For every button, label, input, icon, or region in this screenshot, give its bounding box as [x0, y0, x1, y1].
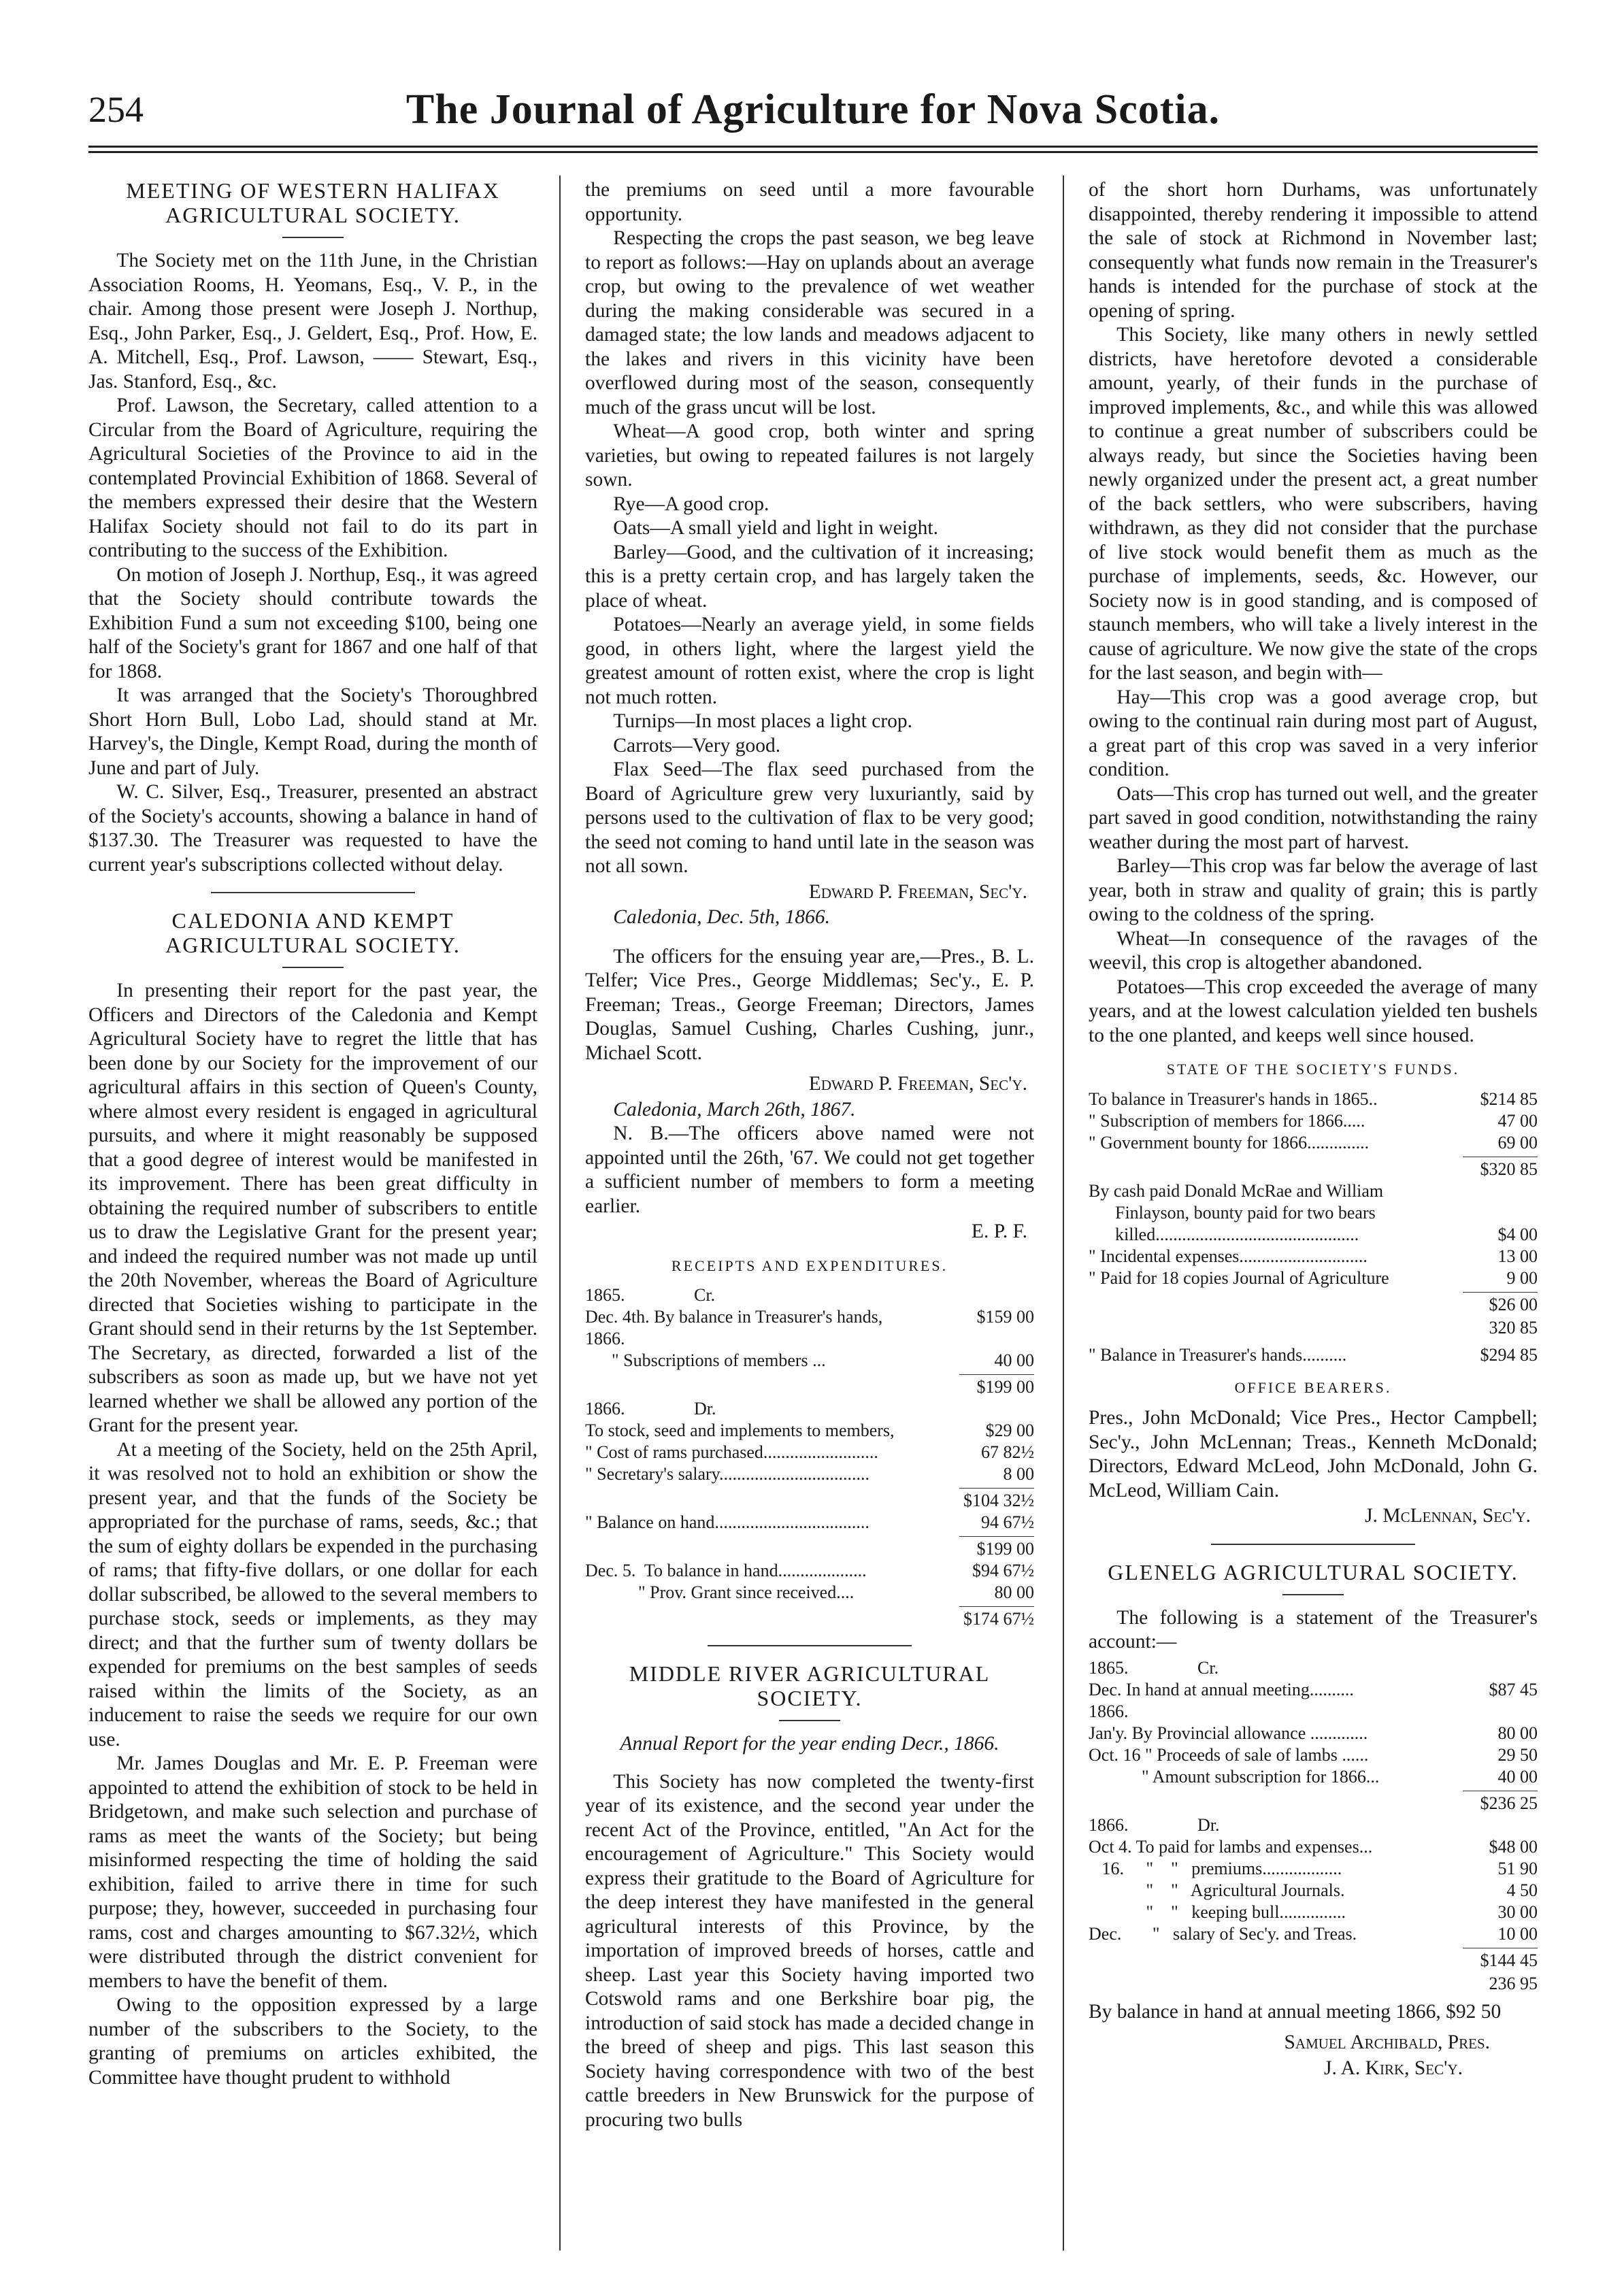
account-line-amount: 67 82½ — [981, 1442, 1034, 1462]
paragraph: It was arranged that the Society's Thoroughbred Short Horn Bull, Lobo Lad, should stand at Mr. Harvey's, the Dingle, Kempt Road, during the month of June and part of July. — [88, 684, 537, 779]
article-heading-western-halifax: MEETING OF WESTERN HALIFAX AGRICULTURAL SOCIETY. — [126, 178, 500, 227]
account-year: 1866. — [585, 1399, 625, 1418]
account-line — [1089, 1880, 1538, 1901]
account-line-amount: 9 00 — [1506, 1267, 1538, 1288]
heading-rule — [282, 237, 344, 238]
paragraph: In presenting their report for the past year, the Officers and Directors of the Caledonia and Kempt Agricultural Society have to regret the little that has been done by our Society for the improvement of our agricultural affairs in this section of Queen's County, where almost every resident is engaged in agricultural pursuits, and where it might reasonably be supposed that a good degree of interest would be manifested in its improvement. There has been great difficulty in obtaining the required number of subscribers to entitle us to draw the Legislative Grant for the present year; and indeed the required number was not made up until the 20th November, whereas the Board of Agriculture directed that Societies wishing to participate in the Grant should send in their returns by the 1st September. The Secretary, as directed, forwarded a list of the subscribers as soon as made up, but we have not yet learned whether we shall be allowed any portion of the Grant for the present year. — [88, 980, 537, 1436]
account-table — [1089, 1089, 1538, 1366]
account-line — [585, 1512, 1034, 1533]
account-line — [1089, 1901, 1538, 1923]
account-line-amount: 47 00 — [1497, 1110, 1538, 1131]
account-line-label: " Subscriptions of members ... — [585, 1350, 826, 1370]
paragraph: Flax Seed—The flax seed purchased from the Board of Agriculture grew very luxuriantly, said by persons used to the cultivation of flax to be very good; the seed not coming to hand until late in the season was not all sown. — [585, 759, 1034, 877]
signature: Samuel Archibald, Pres. — [1284, 2031, 1490, 2053]
signature: J. A. Kirk, Sec'y. — [1324, 2057, 1463, 2079]
paragraph: Hay—This crop was a good average crop, but owing to the continual rain during most part of August, a great part of this crop was saved in a very inferior condition. — [1089, 686, 1538, 780]
account-side: Cr. — [1197, 1657, 1219, 1678]
account-line-amount: 69 00 — [1497, 1132, 1538, 1152]
account-total: $320 85 — [1463, 1157, 1538, 1180]
header-rule-top — [88, 146, 1538, 148]
account-line-label: Oct. 16 " Proceeds of sale of lambs ...... — [1089, 1744, 1369, 1765]
signature: Edward P. Freeman, Sec'y. — [808, 1073, 1027, 1095]
section-rule — [708, 1645, 912, 1646]
account-line-label: Jan'y. By Provincial allowance ............. — [1089, 1723, 1368, 1743]
account-line — [1089, 1344, 1538, 1366]
account-line-label: 16. " " premiums.................. — [1089, 1858, 1342, 1878]
account-line-label: " Subscription of members for 1866..... — [1089, 1110, 1365, 1131]
account-line — [585, 1560, 1034, 1582]
heading-rule — [779, 1720, 840, 1721]
account-line-label: " Prov. Grant since received.... — [585, 1582, 855, 1602]
paragraph: Oats—A small yield and light in weight. — [613, 517, 938, 539]
article-heading-glenelg: GLENELG AGRICULTURAL SOCIETY. — [1108, 1559, 1519, 1584]
account-total: $236 25 — [1463, 1791, 1538, 1814]
paragraph: Pres., John McDonald; Vice Pres., Hector Campbell; Sec'y., John McLennan; Treas., Kenneth McDonald; Directors, Edward McLeod, John McDonald, John G. McLeod, William Cain. — [1089, 1407, 1538, 1501]
account-table — [585, 1284, 1034, 1630]
account-year: 1865. — [585, 1285, 625, 1305]
account-line — [585, 1328, 1034, 1350]
account-line — [1089, 1923, 1538, 1945]
signature: J. McLennan, Sec'y. — [1365, 1505, 1531, 1527]
account-line-amount: 10 00 — [1497, 1923, 1538, 1944]
account-total: $144 45 — [1463, 1948, 1538, 1972]
paragraph: Barley—This crop was far below the average of last year, both in straw and quality of grain; this is partly owing to the coldness of the spring. — [1089, 855, 1538, 925]
account-line — [1089, 1836, 1538, 1858]
account-line-amount: 13 00 — [1497, 1246, 1538, 1266]
paragraph: The officers for the ensuing year are,—Pres., B. L. Telfer; Vice Pres., George Middlemas; Sec'y., E. P. Freeman; Treas., George Freeman; Directors, James Douglas, Samuel Cushing, Charles Cushing, junr., Michael Scott. — [585, 945, 1034, 1064]
signature-place-date: Caledonia, March 26th, 1867. — [613, 1098, 856, 1120]
account-line-label: " Paid for 18 copies Journal of Agriculture — [1089, 1267, 1389, 1288]
account-total: $199 00 — [959, 1374, 1034, 1398]
account-line-amount: 94 67½ — [981, 1512, 1034, 1532]
paragraph: Potatoes—Nearly an average yield, in some fields good, in others light, where the largest yield the greatest amount of rotten exist, where the crop is light not much rotten. — [585, 614, 1034, 708]
account-line — [1089, 1246, 1538, 1267]
account-line — [585, 1306, 1034, 1328]
account-line-label: " Government bounty for 1866.............. — [1089, 1132, 1370, 1152]
account-line — [1089, 1267, 1538, 1289]
account-line-amount: 40 00 — [1497, 1766, 1538, 1787]
account-line — [1089, 1679, 1538, 1701]
account-line — [585, 1582, 1034, 1604]
paragraph: Turnips—In most places a light crop. — [613, 710, 913, 732]
account-line-amount: $4 00 — [1497, 1224, 1538, 1244]
account-line-amount — [952, 1328, 1034, 1350]
account-line-amount: $94 67½ — [972, 1561, 1034, 1580]
account-subtotal: $104 32½ — [959, 1488, 1034, 1512]
column-2 — [585, 178, 1034, 2260]
table-heading: RECEIPTS AND EXPENDITURES. — [671, 1257, 948, 1274]
account-line — [1089, 1089, 1538, 1110]
page-header — [88, 80, 1538, 142]
account-line-label: Oct 4. To paid for lambs and expenses... — [1089, 1836, 1373, 1857]
account-line-label: By cash paid Donald McRae and William — [1089, 1180, 1384, 1201]
account-line-label: Dec. In hand at annual meeting.......... — [1089, 1679, 1354, 1699]
paragraph: of the short horn Durhams, was unfortunately disappointed, thereby rendering it impossible to attend the sale of stock at Richmond in November last; consequently what funds now remain in the Treasurer's hands is intended for the purchase of stock at the opening of spring. — [1089, 179, 1538, 322]
account-line — [1089, 1858, 1538, 1880]
page-number: 254 — [88, 89, 144, 130]
account-side: Dr. — [694, 1399, 716, 1418]
paragraph: Barley—Good, and the cultivation of it increasing; this is a pretty certain crop, and has largely taken the place of wheat. — [585, 541, 1034, 612]
account-line-amount: 8 00 — [1003, 1464, 1034, 1484]
section-rule — [211, 892, 415, 893]
account-line — [585, 1463, 1034, 1485]
paragraph: Potatoes—This crop exceeded the average of many years, and at the lowest calculation yielded ten bushels to the one planted, and keeps well since housed. — [1089, 976, 1538, 1046]
account-total: 320 85 — [1489, 1317, 1538, 1338]
account-line-amount: $48 00 — [1489, 1836, 1538, 1857]
account-line — [1089, 1744, 1538, 1766]
paragraph: Rye—A good crop. — [613, 493, 769, 515]
account-line-label: " Cost of rams purchased.......................... — [585, 1442, 878, 1462]
account-line-amount: 80 00 — [994, 1582, 1034, 1602]
heading-rule — [1282, 1594, 1344, 1595]
account-side: Dr. — [1197, 1814, 1220, 1835]
signature-place-date: Caledonia, Dec. 5th, 1866. — [613, 906, 831, 928]
account-side: Cr. — [694, 1285, 716, 1305]
account-line-label: To balance in Treasurer's hands in 1865.. — [1089, 1089, 1378, 1109]
account-line-label: Dec. " salary of Sec'y. and Treas. — [1089, 1923, 1357, 1944]
column-divider-1 — [559, 176, 561, 2251]
table-heading: OFFICE BEARERS. — [1234, 1378, 1392, 1396]
paragraph: The Society met on the 11th June, in the Christian Association Rooms, H. Yeomans, Esq., V. P., in the chair. Among those present were Joseph J. Northup, Esq., John Parker, Esq., J. Geldert, Esq., Prof. How, E. A. Mitchell, Esq., Prof. Lawson, —— Stewart, Esq., Jas. Stanford, Esq., &c. — [88, 250, 537, 393]
account-line-label: " Secretary's salary.................................. — [585, 1464, 869, 1484]
paragraph: This Society has now completed the twenty-first year of its existence, and the second year under the recent Act of the Province, entitled, "An Act for the encouragement of Agriculture." This Society would express their gratitude to the Board of Agriculture for the deep interest they have manifested in the general agricultural interests of this Province, by the importation of improved breeds of horses, cattle and sheep. Last year this Society having imported two Cotswold rams and one Berkshire boar pig, the introduction of said stock has made a decided change in the breed of sheep and pigs. This last season this Society having correspondence with two of the best cattle breeders in New Brunswick for the purpose of procuring two bulls — [585, 1770, 1034, 2131]
account-year: 1866. — [1089, 1814, 1129, 1835]
column-3 — [1089, 178, 1538, 2260]
account-total: 236 95 — [1489, 1973, 1538, 1993]
account-table — [1089, 1657, 1538, 1995]
account-line-amount: $159 00 — [976, 1307, 1034, 1327]
account-line-amount: 80 00 — [1497, 1723, 1538, 1743]
paragraph: Oats—This crop has turned out well, and the greater part saved in good condition, notwithstanding the rainy weather during the most part of harvest. — [1089, 782, 1538, 853]
paragraph: Prof. Lawson, the Secretary, called attention to a Circular from the Board of Agriculture, requiring the Agricultural Societies of the Province to aid in the contemplated Provincial Exhibition of 1868. Several of the members expressed their desire that the Western Halifax Society should not fail to do its part in contributing to the success of the Exhibition. — [88, 395, 537, 561]
account-line — [1089, 1723, 1538, 1744]
table-heading: STATE OF THE SOCIETY'S FUNDS. — [1166, 1061, 1460, 1078]
account-line-amount: $214 85 — [1480, 1089, 1538, 1109]
account-total: $174 67½ — [959, 1606, 1034, 1630]
header-rule-bottom — [88, 151, 1538, 153]
account-line-label: " Balance in Treasurer's hands.......... — [1089, 1344, 1347, 1365]
account-line-label: killed.............................................. — [1089, 1224, 1359, 1244]
paragraph: Wheat—A good crop, both winter and spring varieties, but owing to repeated failures is not largely sown. — [585, 420, 1034, 491]
paragraph: The following is a statement of the Treasurer's account:— — [1089, 1606, 1538, 1652]
paragraph: W. C. Silver, Esq., Treasurer, presented an abstract of the Society's accounts, showing a balance in hand of $137.30. The Treasurer was requested to have the current year's subscriptions collected without delay. — [88, 781, 537, 876]
account-line-amount: 29 50 — [1497, 1744, 1538, 1765]
paragraph: Respecting the crops the past season, we beg leave to report as follows:—Hay on uplands about an average crop, but owing to the prevalence of wet weather during the making considerable was secured in a damaged state; the low lands and meadows adjacent to the lakes and rivers in this vicinity have been overflowed during most of the season, consequently much of the grass uncut will be lost. — [585, 227, 1034, 418]
account-line-amount: 51 90 — [1497, 1858, 1538, 1878]
account-line — [585, 1350, 1034, 1372]
signature-initials: E. P. F. — [971, 1220, 1027, 1242]
account-line-label: " " keeping bull............... — [1089, 1901, 1346, 1922]
account-line-amount: 40 00 — [994, 1350, 1034, 1370]
paragraph: On motion of Joseph J. Northup, Esq., it was agreed that the Society should contribute towards the Exhibition Fund a sum not exceeding $100, being one half of the Society's grant for 1867 and one half of that for 1868. — [88, 563, 537, 682]
paragraph: Carrots—Very good. — [613, 734, 781, 757]
journal-title: The Journal of Agriculture for Nova Scotia. — [405, 86, 1221, 133]
account-line-amount — [1456, 1202, 1538, 1224]
account-line — [1089, 1224, 1538, 1246]
account-line-label: " Amount subscription for 1866... — [1089, 1766, 1380, 1787]
paragraph: At a meeting of the Society, held on the 25th April, it was resolved not to hold an exhibition or show the present year, and that the funds of the Society be appropriated for the purchase of rams, seeds, &c.; that the sum of eighty dollars be expended in the purchasing of rams; that fifty-five dollars, or one dollar for each dollar subscribed, be allowed to the several members to purchase stock, seeds or implements, as they may direct; and that the further sum of twenty dollars be expended for premiums on the best samples of seeds raised within the limits of the Society, as an inducement to raise the seeds we require for our own use. — [88, 1438, 537, 1750]
account-line-label: " " Agricultural Journals. — [1089, 1880, 1345, 1900]
account-line-amount — [1456, 1701, 1538, 1723]
account-line — [1089, 1766, 1538, 1788]
account-line — [1089, 1132, 1538, 1154]
account-line-label: " Incidental expenses............................. — [1089, 1246, 1368, 1266]
account-line-amount: 30 00 — [1497, 1901, 1538, 1922]
article-heading-caledonia: CALEDONIA AND KEMPT AGRICULTURAL SOCIETY. — [165, 908, 461, 957]
paragraph: N. B.—The officers above named were not appointed until the 26th, '67. We could not get together a sufficient number of members to form a meeting earlier. — [585, 1123, 1034, 1217]
paragraph: Mr. James Douglas and Mr. E. P. Freeman were appointed to attend the exhibition of stock to be held in Bridgetown, and make such selection and purchase of rams as meet the wants of the Society; but being misinformed respecting the time of holding the said exhibition, failed to arrive there in time for such purpose; they, however, succeeded in purchasing four rams, cost and charges amounting to $67.32½, which were distributed through the district convenient for members to have the benefit of them. — [88, 1753, 537, 1992]
signature: Edward P. Freeman, Sec'y. — [808, 880, 1027, 903]
account-line-label: 1866. — [585, 1329, 625, 1348]
paragraph: the premiums on seed until a more favourable opportunity. — [585, 179, 1034, 225]
account-line-amount: 4 50 — [1506, 1880, 1538, 1900]
account-line — [585, 1420, 1034, 1442]
account-line-label: " Balance on hand................................... — [585, 1512, 869, 1532]
account-line-amount: $294 85 — [1480, 1344, 1538, 1365]
article-subheading: Annual Report for the year ending Decr., 1866. — [620, 1733, 999, 1755]
column-divider-2 — [1063, 176, 1064, 2251]
account-line — [1089, 1110, 1538, 1132]
account-line-label: 1866. — [1089, 1701, 1129, 1721]
account-line — [1089, 1180, 1538, 1202]
account-line — [585, 1442, 1034, 1463]
account-line-label: To stock, seed and implements to members, — [585, 1421, 895, 1440]
column-1 — [88, 178, 537, 2260]
heading-rule — [282, 967, 344, 968]
account-year: 1865. — [1089, 1657, 1129, 1678]
account-line — [1089, 1701, 1538, 1723]
article-heading-middle-river: MIDDLE RIVER AGRICULTURAL SOCIETY. — [629, 1661, 991, 1710]
account-line-amount: $87 45 — [1489, 1679, 1538, 1699]
paragraph: By balance in hand at annual meeting 1866, $92 50 — [1089, 2000, 1502, 2023]
paragraph: Owing to the opposition expressed by a large number of the subscribers to the Society, to the granting of premiums on articles exhibited, the Committee have thought prudent to withhold — [88, 1994, 537, 2089]
account-line — [1089, 1202, 1538, 1224]
account-line-label: Dec. 4th. By balance in Treasurer's hands, — [585, 1307, 883, 1327]
section-rule — [1211, 1544, 1415, 1545]
paragraph: This Society, like many others in newly settled districts, have heretofore devoted a considerable amount, yearly, of their funds in the purchase of improved implements, &c., and while this was allowed to continue a great number of subscribers could be always ready, but since the Societies having been newly organized under the present act, a great number of the back settlers, who were subscribers, having withdrawn, as they did not consider that the purchase of live stock would benefit them as much as the purchase of implements, seeds, &c. However, our Society now is in good standing, and is composed of staunch members, who will take a lively interest in the cause of agriculture. We now give the state of the crops for the last season, and begin with— — [1089, 324, 1538, 684]
account-line-label: Dec. 5. To balance in hand.................... — [585, 1561, 867, 1580]
account-total: $26 00 — [1463, 1292, 1538, 1316]
account-line-label: Finlayson, bounty paid for two bears — [1089, 1202, 1376, 1223]
paragraph: Wheat—In consequence of the ravages of the weevil, this crop is altogether abandoned. — [1089, 927, 1538, 974]
account-line-amount: $29 00 — [985, 1421, 1034, 1440]
account-total: $199 00 — [959, 1536, 1034, 1560]
